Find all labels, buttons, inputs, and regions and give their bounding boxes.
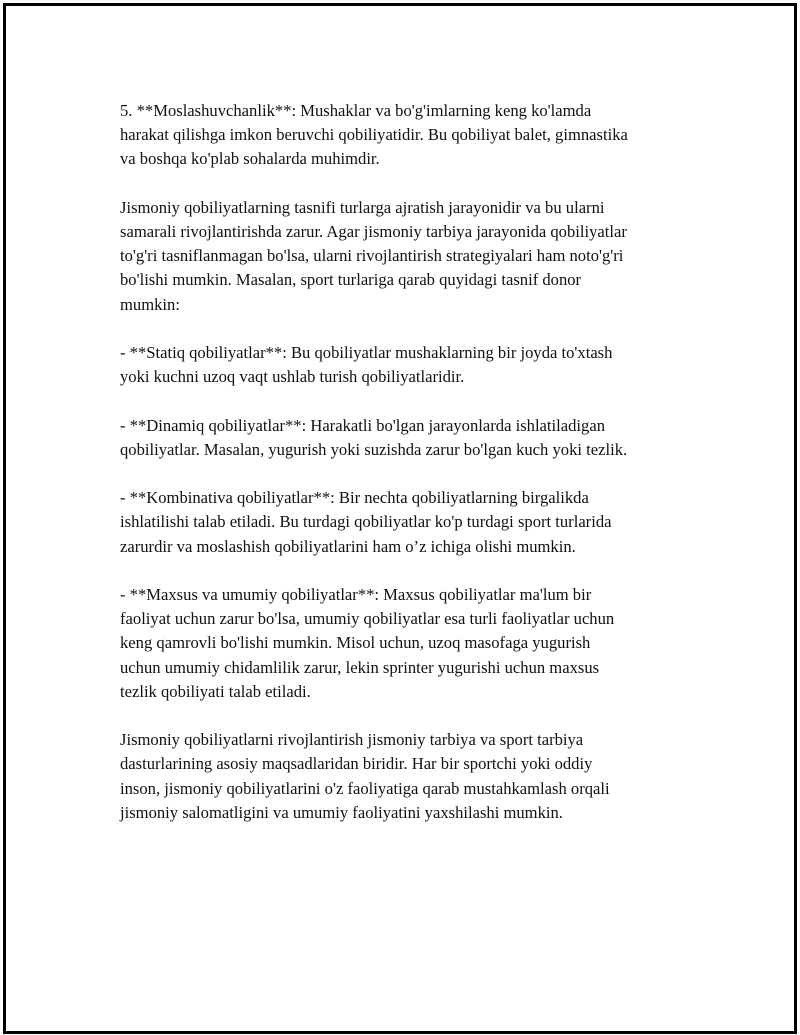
paragraph-conclusion: Jismoniy qobiliyatlarni rivojlantirish jismoniy tarbiya va sport tarbiya dasturlarining asosiy maqsadlaridan biridir. Har bir sportchi yoki oddiy inson, jismoniy qobiliyatlarini o'z faoliyatiga qarab mustahkamlash orqali jismoniy salomatligini va umumiy faoliyatini yaxshilashi mumkin. [120,730,610,822]
page-frame [3,3,797,1034]
list-item-special-general: - **Maxsus va umumiy qobiliyatlar**: Maxsus qobiliyatlar ma'lum bir faoliyat uchun zarur bo'lsa, umumiy qobiliyatlar esa turli faoliyatlar uchun keng qamrovli bo'lishi mumkin. Misol uchun, uzoq masofaga yugurish uchun umumiy chidamlilik zarur, lekin sprinter yugurishi uchun maxsus tezlik qobiliyati talab etiladi. [120,584,615,701]
paragraph-flexibility: 5. **Moslashuvchanlik**: Mushaklar va bo'g'imlarning keng ko'lamda harakat qilishga imkon beruvchi qobiliyatidir. Bu qobiliyat balet, gimnastika va boshqa ko'plab sohalarda muhimdir. [120,101,628,169]
document-body [120,99,700,849]
paragraph-classification: Jismoniy qobiliyatlarning tasnifi turlarga ajratish jarayonidir va bu ularni samarali rivojlantirishda zarur. Agar jismoniy tarbiya jarayonida qobiliyatlar to'g'ri tasniflanmagan bo'lsa, ularni rivojlantirish strategiyalari ham noto'g'ri bo'lishi mumkin. Masalan, sport turlariga qarab quyidagi tasnif donor mumkin: [120,197,627,314]
list-item-combinative: - **Kombinativa qobiliyatlar**: Bir nechta qobiliyatlarning birgalikda ishlatilishi talab etiladi. Bu turdagi qobiliyatlar ko'p turdagi sport turlarida zarurdir va moslashish qobiliyatlarini ham o’z ichiga olishi mumkin. [120,488,612,556]
list-item-static: - **Statiq qobiliyatlar**: Bu qobiliyatlar mushaklarning bir joyda to'xtash yoki kuchni uzoq vaqt ushlab turish qobiliyatlaridir. [120,343,613,387]
list-item-dynamic: - **Dinamiq qobiliyatlar**: Harakatli bo'lgan jarayonlarda ishlatiladigan qobiliyatlar. Masalan, yugurish yoki suzishda zarur bo'lgan kuch yoki tezlik. [120,415,628,459]
